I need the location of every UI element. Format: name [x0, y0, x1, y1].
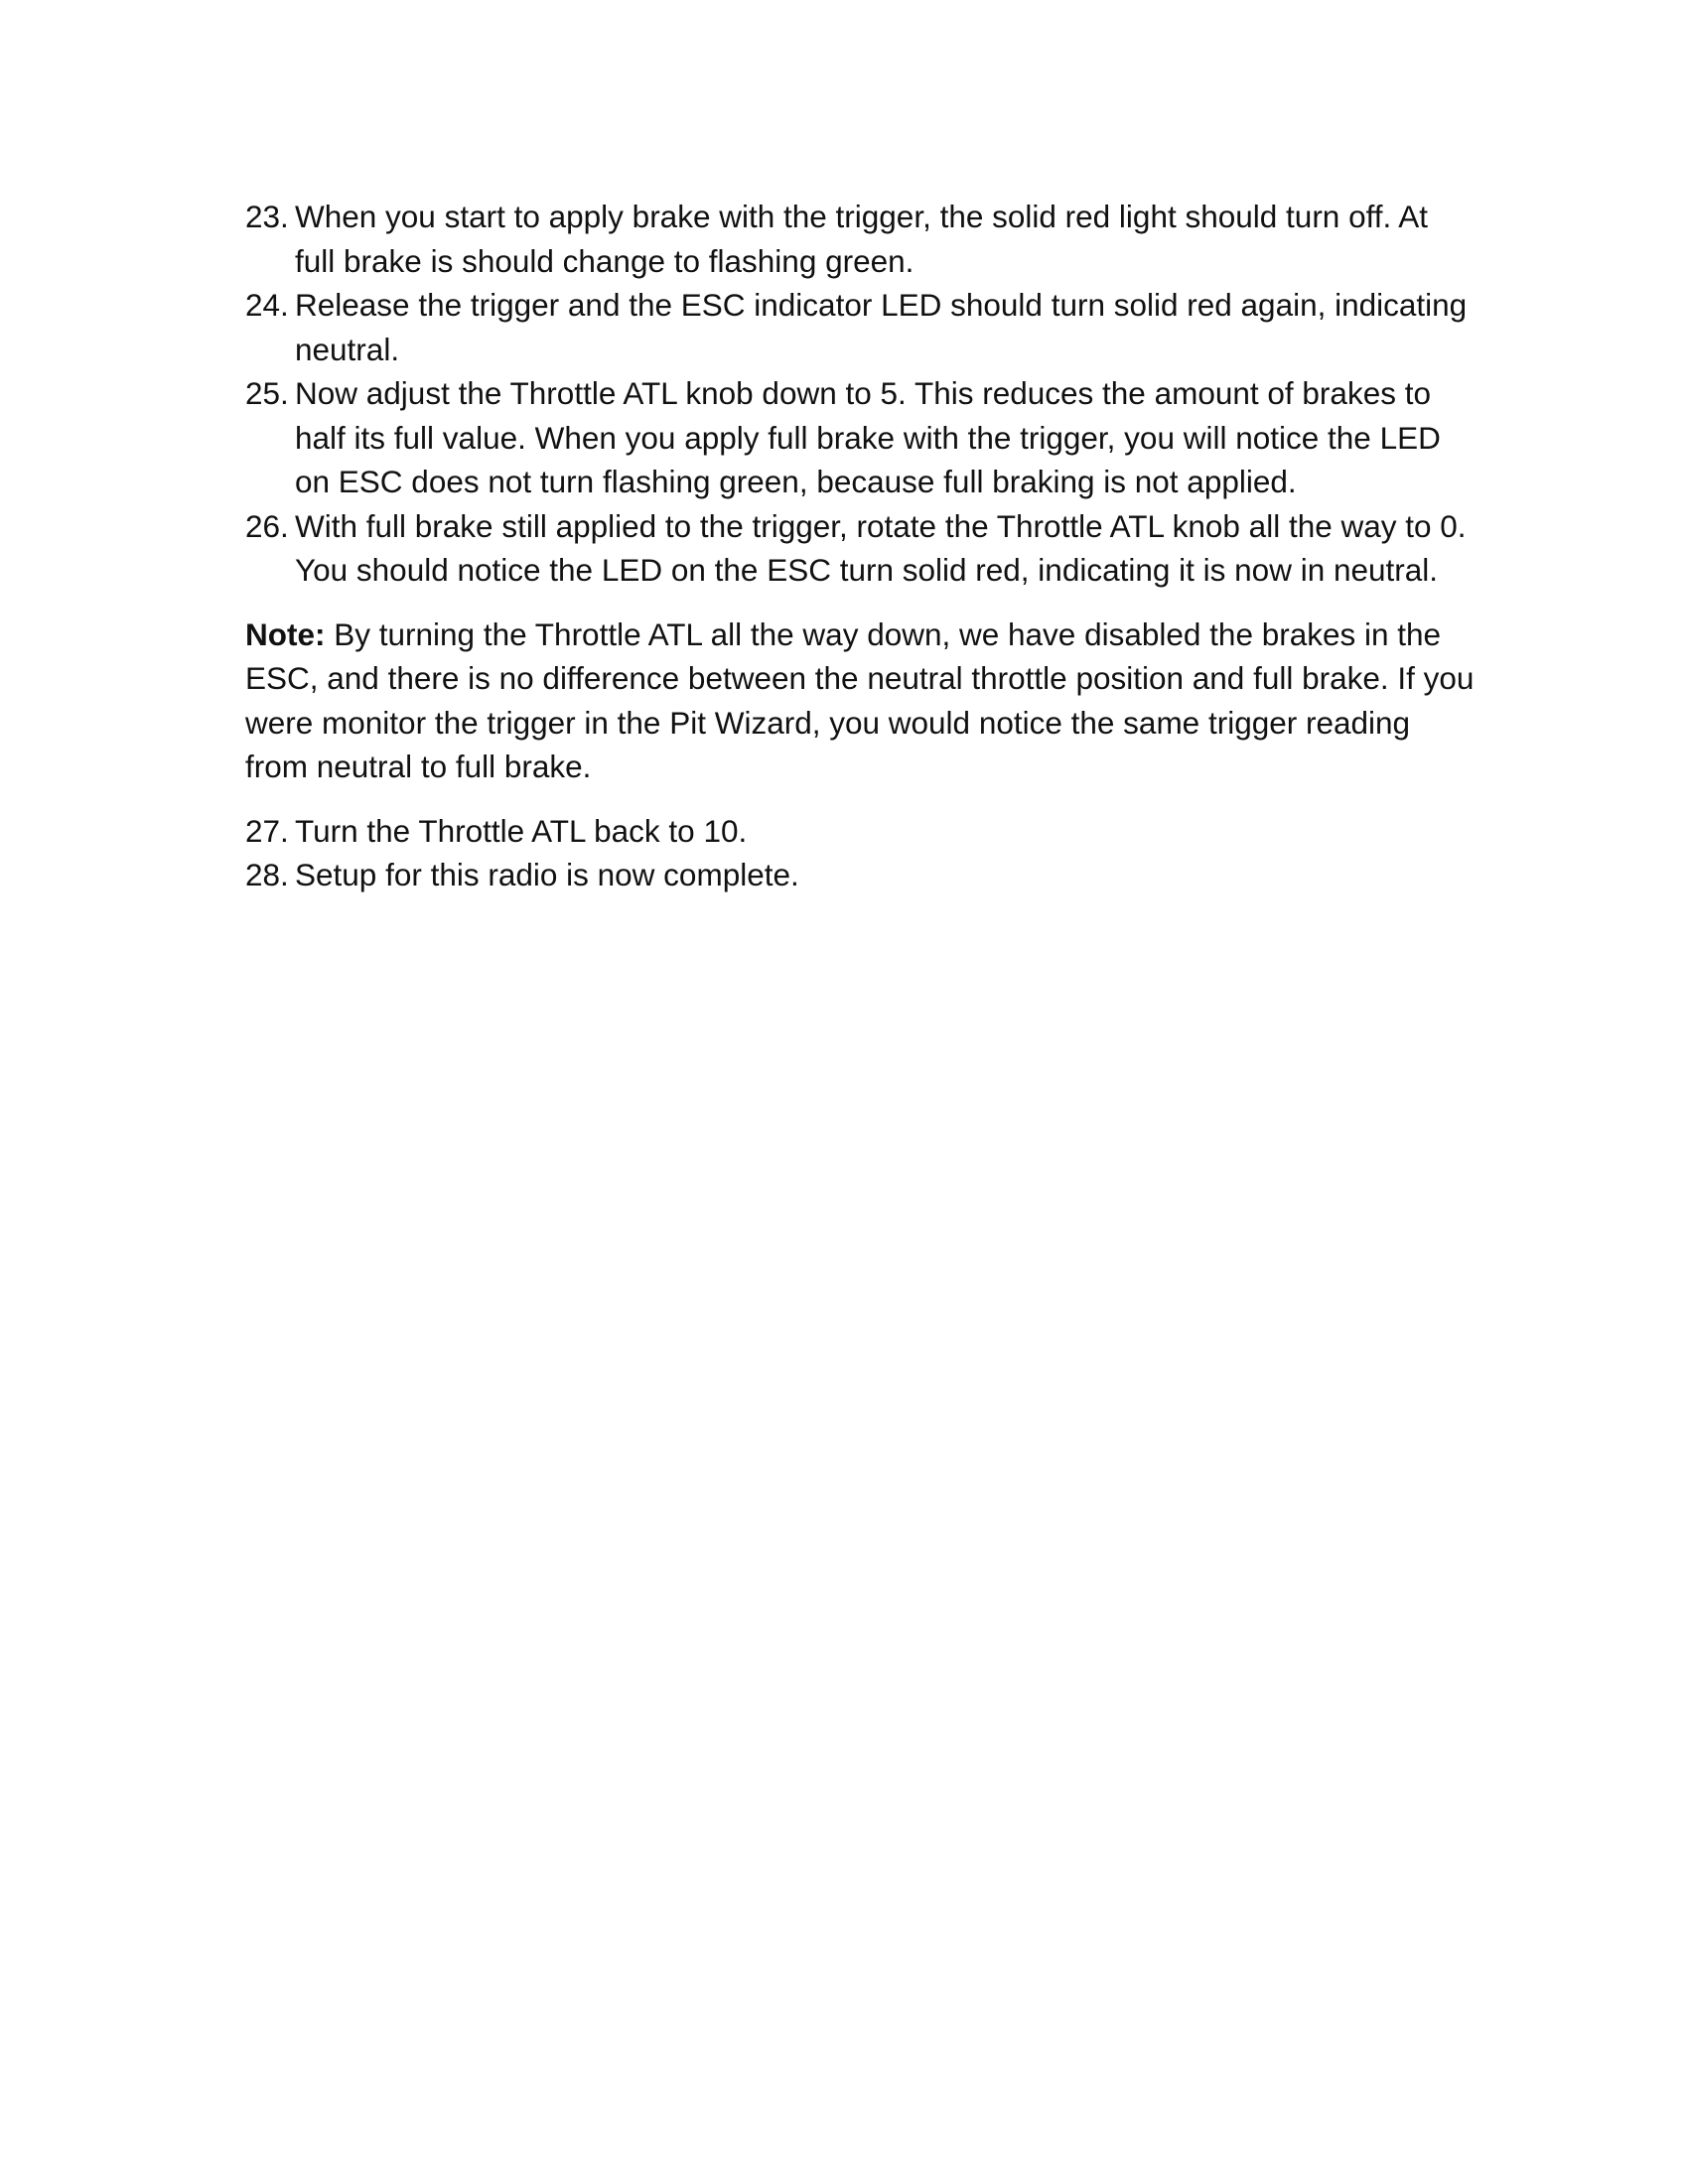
step-number: 23.	[245, 199, 289, 234]
steps-list	[245, 809, 1477, 897]
list-item	[245, 371, 1477, 504]
list-item	[245, 853, 1477, 897]
list-item	[245, 504, 1477, 593]
step-number: 25.	[245, 375, 289, 411]
step-text: Release the trigger and the ESC indicator LED should turn solid red again, indicating neutral.	[295, 287, 1468, 367]
step-number: 27.	[245, 812, 289, 849]
step-number: 24.	[245, 287, 289, 323]
list-item	[245, 283, 1477, 371]
step-text: With full brake still applied to the trigger, rotate the Throttle ATL knob all the way to 0. You should notice the LED on the ESC turn solid red, indicating it is now in neutral.	[295, 507, 1467, 588]
step-text: Setup for this radio is now complete.	[295, 857, 799, 892]
steps-list	[245, 195, 1477, 593]
step-number: 26.	[245, 507, 289, 544]
step-text: When you start to apply brake with the trigger, the solid red light should turn off. At full brake is should change to flashing green.	[295, 199, 1429, 279]
note-text: By turning the Throttle ATL all the way down, we have disabled the brakes in the ESC, and there is no difference between the neutral throttle position and full brake. If you were monitor the trigger in the Pit Wizard, you would notice the same trigger reading from neutral to full brake.	[245, 615, 1475, 784]
list-item	[245, 195, 1477, 283]
note-label: Note:	[245, 615, 326, 652]
step-text: Turn the Throttle ATL back to 10.	[295, 812, 748, 849]
document-page	[245, 195, 1477, 897]
step-number: 28.	[245, 857, 289, 892]
step-text: Now adjust the Throttle ATL knob down to 5. This reduces the amount of brakes to half its full value. When you apply full brake with the trigger, you will notice the LED on ESC does not turn flashing green, because full braking is not applied.	[295, 375, 1441, 499]
list-item	[245, 809, 1477, 854]
note-paragraph	[245, 613, 1477, 789]
